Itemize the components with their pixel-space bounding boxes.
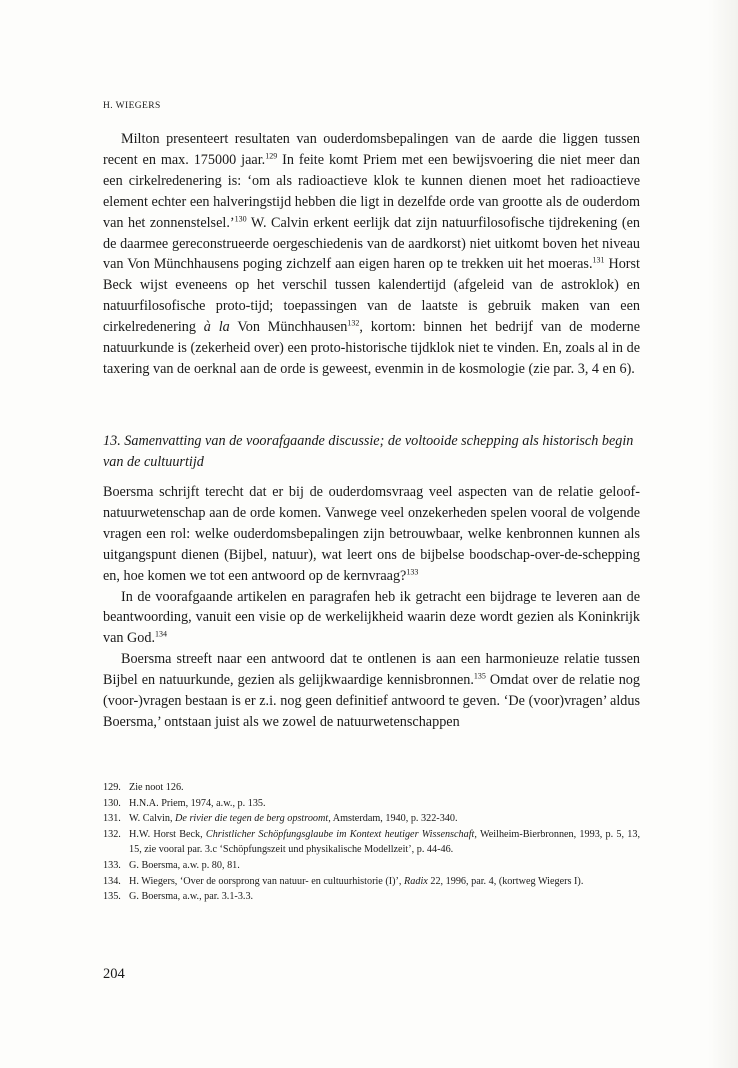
text-run: In de voorafgaande artikelen en paragrafen heb ik getracht een bijdrage te leveren aan de beantwoording, vanuit een visie op de werkelijkheid waarin deze wordt gezien als Koninkrijk van God. [103, 588, 640, 647]
footnote-132 [103, 827, 640, 858]
footnote-text: H.N.A. Priem, 1974, a.w., p. 135. [129, 797, 266, 809]
footnote-text: G. Boersma, a.w. p. 80, 81. [129, 859, 240, 871]
text-run: Horst Beck wijst eveneens op het verschil tussen kalendertijd (afgeleid van de astroklok) en natuurfilosofische proto-tijd; toepassingen van de laatste is gebruik maken van een cirkelredenering [103, 256, 640, 336]
footnote-number: 134. [103, 875, 121, 887]
footnote-ref-130[interactable]: 130 [234, 213, 247, 223]
footnote-text: Zie noot 126. [129, 782, 184, 793]
paragraph-boersma-1 [103, 482, 640, 587]
footnote-number: 132. [103, 828, 121, 840]
text-run: Boersma schrijft terecht dat er bij de ouderdomsvraag veel aspecten van de relatie geloof-natuurwetenschap aan de orde komen. Vanwege veel onzekerheden spelen vooral de volgende vragen een rol: welke ouderdomsbepalingen zijn betrouwbaar, welke kenbronnen kunnen als uitgangspunt dienen (Bijbel, natuur), wat leert ons de bijbelse boodschap-over-de-schepping en, hoe komen we tot een antwoord op de kernvraag? [103, 484, 640, 584]
paragraph-boersma-2 [103, 649, 640, 733]
text-run: In feite komt Priem met een bewijsvoering die niet meer dan een cirkelredenering is: ‘om als radioactieve klok te kunnen dienen moet het radioactieve element echter een halveringstijd hebben die ligt in dezelfde orde van grootte als de ouderdom van het zonnenstelsel.’ [103, 151, 640, 231]
footnote-ref-129[interactable]: 129 [265, 151, 278, 161]
footnote-number: 133. [103, 859, 121, 871]
footnote-131 [103, 811, 640, 827]
footnote-134 [103, 874, 640, 890]
text-run: Milton presenteert resultaten van ouderdomsbepalingen van de aarde die liggen tussen recent en max. 175000 jaar. [103, 131, 640, 168]
footnote-number: 131. [103, 813, 121, 825]
footnote-ref-134[interactable]: 134 [155, 629, 168, 639]
footnote-text: H.W. Horst Beck, Christlicher Schöpfungsglaube im Kontext heutiger Wissenschaft, Weilheim-Bierbronnen, 1993, p. 5, 13, 15, zie vooral par. 3.c ‘Schöpfungszeit und physikalische Modellzeit’, p. 44-46. [129, 828, 641, 856]
text-run: , kortom: binnen het bedrijf van de moderne natuurkunde is (zekerheid over) een proto-historische tijdklok niet te vinden. En, zoals al in de taxering van de oerknal aan de orde is geweest, evenmin in de kosmologie (zie par. 3, 4 en 6). [103, 319, 641, 377]
running-head: H. WIEGERS [103, 101, 161, 111]
footnote-135 [103, 889, 640, 905]
footnote-ref-132[interactable]: 132 [347, 318, 360, 328]
text-run: Boersma streeft naar een antwoord dat te ontlenen is aan een harmonieuze relatie tussen Bijbel en natuurkunde, gezien als gelijkwaardige kennisbronnen. [103, 651, 640, 689]
page-number: 204 [103, 966, 125, 982]
footnote-text: W. Calvin, De rivier die tegen de berg opstroomt, Amsterdam, 1940, p. 322-340. [129, 813, 458, 825]
italic-run: à la [203, 319, 230, 336]
section-heading: 13. Samenvatting van de voorafgaande discussie; de voltooide schepping als historisch begin van de cultuurtijd [103, 433, 634, 470]
footnote-130 [103, 796, 640, 812]
footnote-number: 129. [103, 782, 121, 793]
footnote-129 [103, 780, 640, 796]
text-run: Omdat over de relatie nog (voor-)vragen bestaan is er z.i. nog geen definitief antwoord te geven. ‘De (voor)vragen’ aldus Boersma,’ ontstaan juist als we zowel de natuurwetenschappen [103, 672, 640, 730]
paragraph-voorafgaande [103, 587, 640, 650]
paragraph-milton [103, 129, 640, 380]
footnote-text: H. Wiegers, ‘Over de oorsprong van natuur- en cultuurhistorie (I)’, Radix 22, 1996, par. 4, (kortweg Wiegers I). [129, 875, 584, 887]
footnote-ref-135[interactable]: 135 [473, 671, 486, 681]
text-run: Von Münchhausen [229, 319, 348, 336]
footnote-number: 135. [103, 891, 121, 903]
footnote-ref-131[interactable]: 131 [592, 255, 605, 265]
footnote-133 [103, 858, 640, 874]
footnote-ref-133[interactable]: 133 [406, 566, 419, 576]
section-body [103, 482, 640, 733]
footnote-text: G. Boersma, a.w., par. 3.1-3.3. [129, 891, 254, 903]
footnote-number: 130. [103, 797, 121, 809]
footnotes [103, 780, 640, 905]
page-edge-shadow [708, 0, 738, 1068]
text-run: W. Calvin erkent eerlijk dat zijn natuurfilosofische tijdrekening (en de daarmee gereconstrueerde oergeschiedenis van de aardkorst) niet uitkomt boven het niveau van Von Münchhausens poging zichzelf aan eigen haren op te trekken uit het moeras. [103, 214, 640, 273]
body-text [103, 129, 640, 380]
